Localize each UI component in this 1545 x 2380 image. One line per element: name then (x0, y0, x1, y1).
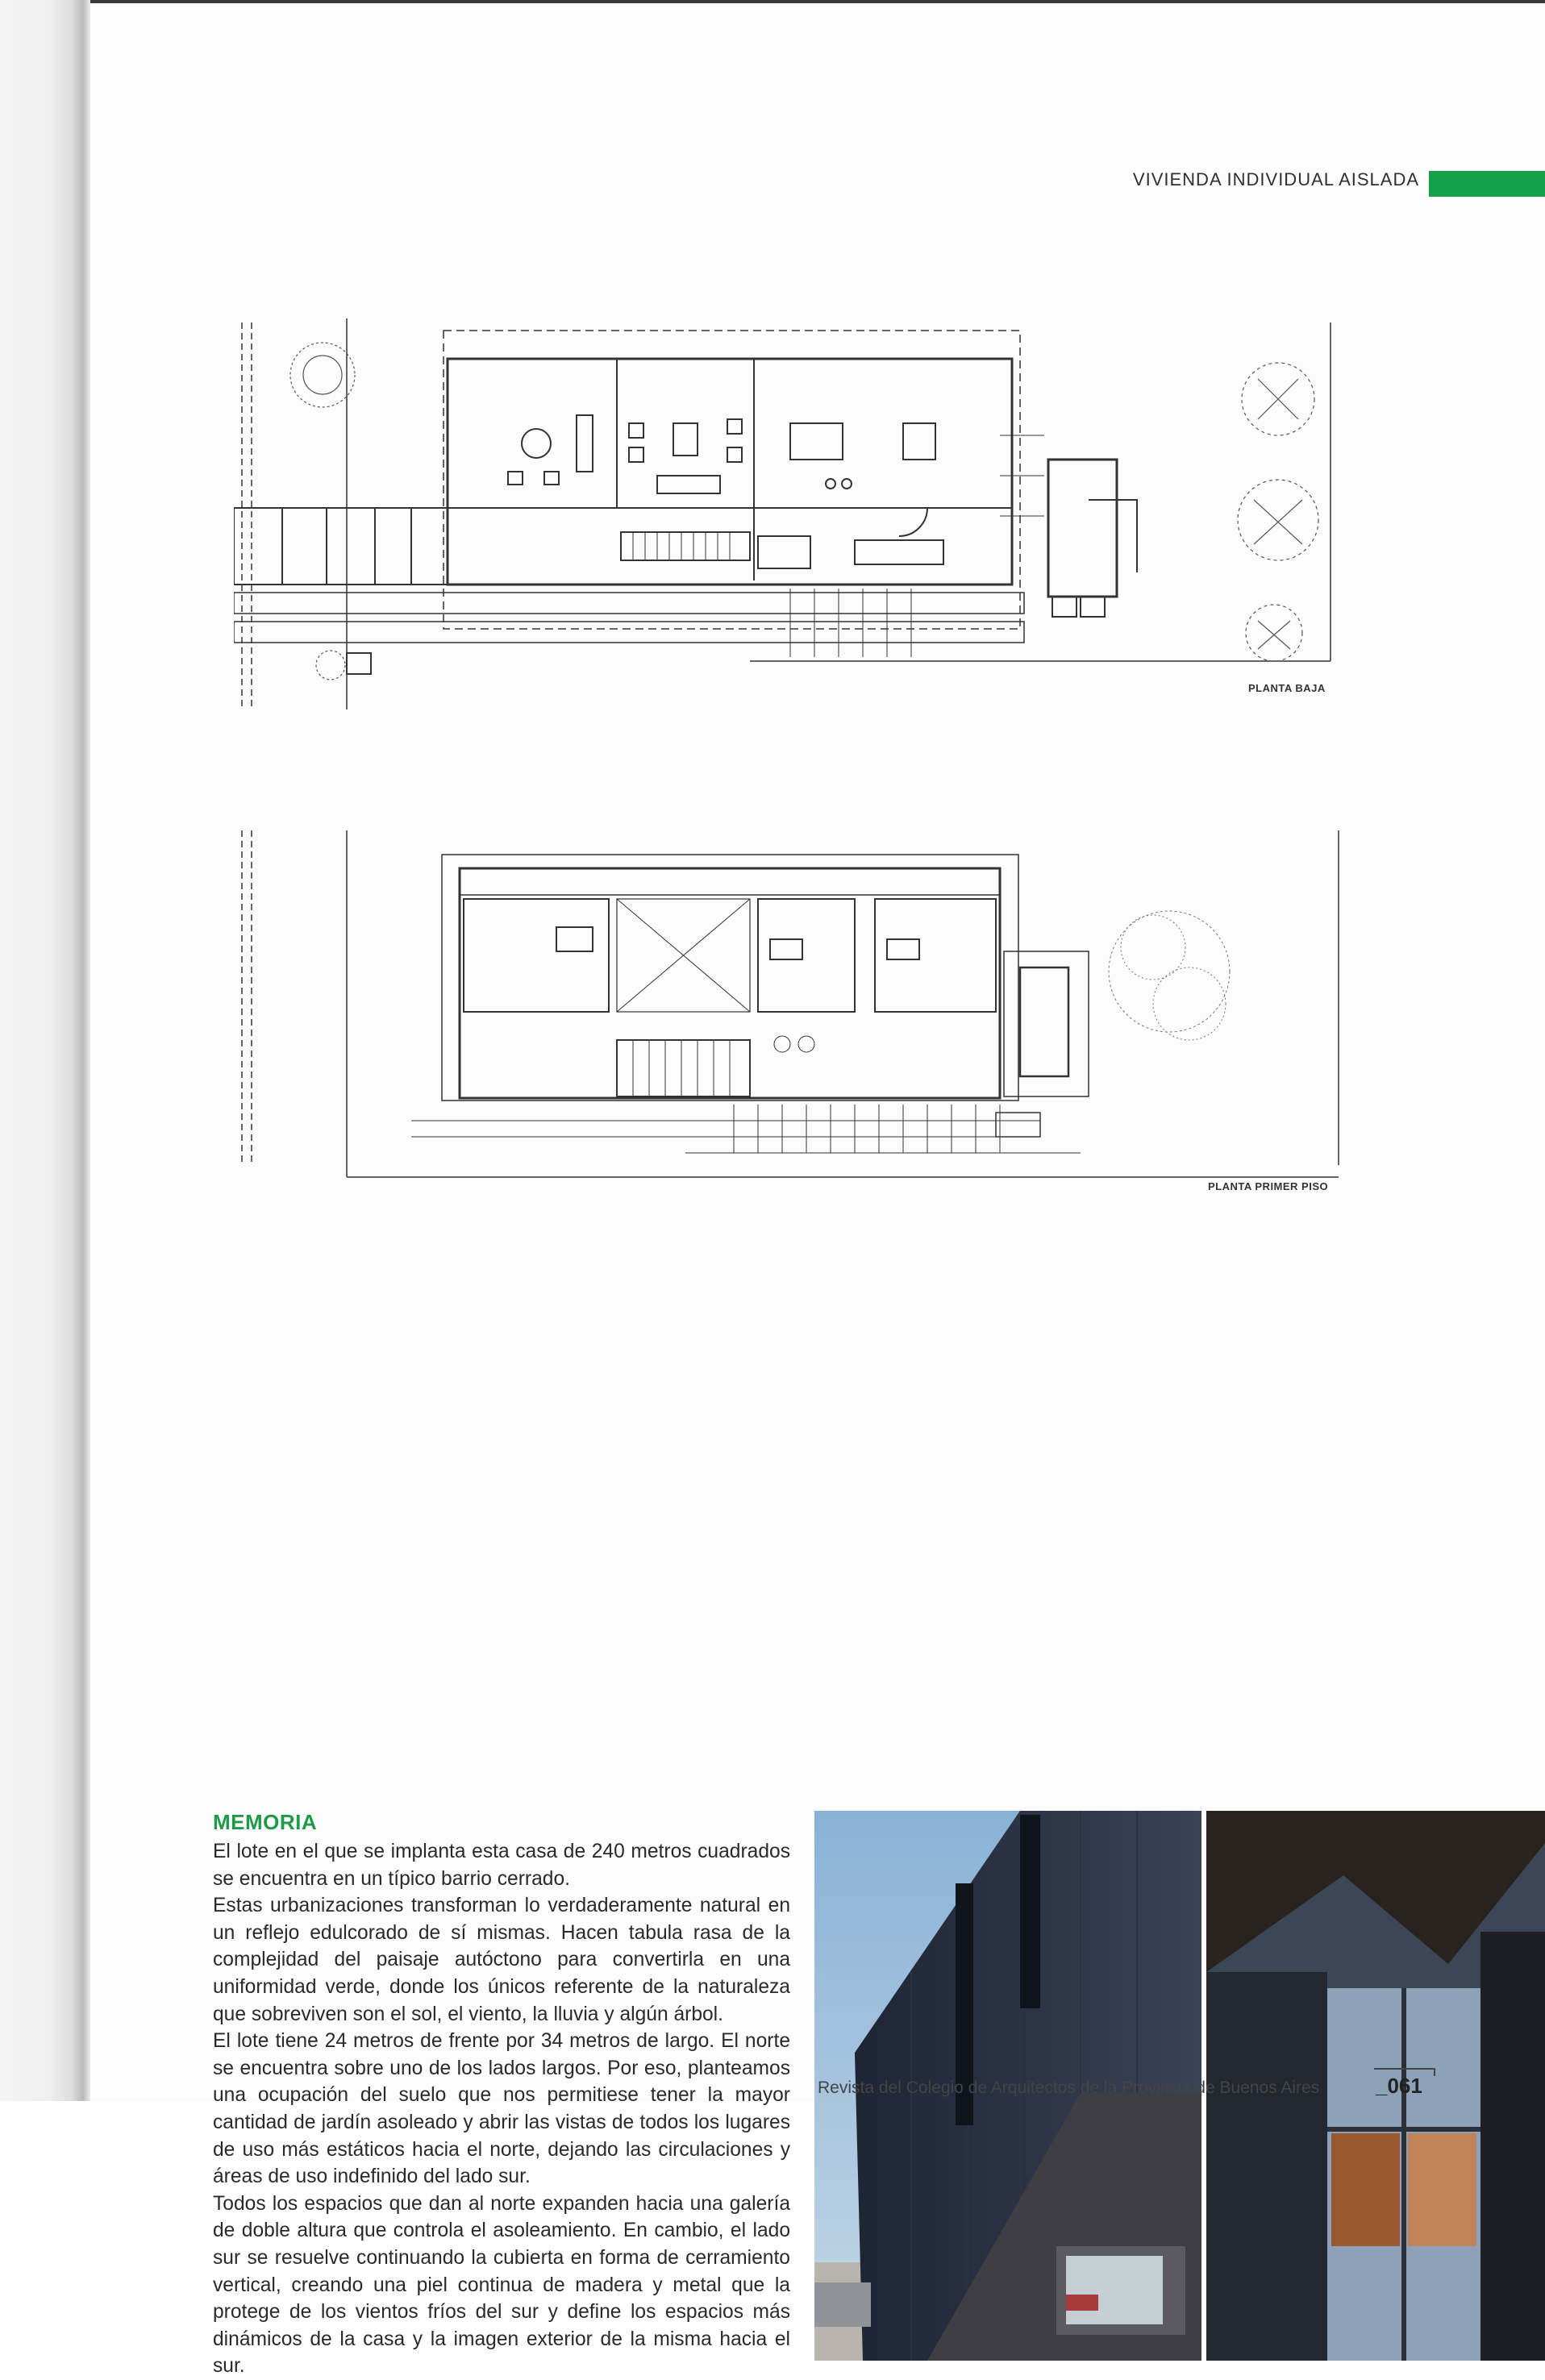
memoria-text (213, 1838, 790, 2380)
ground-floor-label: PLANTA BAJA (1248, 682, 1326, 694)
memoria-heading: MEMORIA (213, 1810, 318, 1834)
memoria-paragraph: Todos los espacios que dan al norte expanden hacia una galería de doble altura que controla el asoleamiento. En cambio, el lado sur se resuelve continuando la cubierta en forma de cerramiento vertical, creando una piel continua de madera y metal que la protege de los vientos fríos del sur y define los espacios más dinámicos de la casa y la imagen exterior de la misma hacia el sur. (213, 2192, 790, 2378)
ground-floor-plan (234, 314, 1379, 718)
publication-name: Revista del Colegio de Arquitectos de la Provincia de Buenos Aires (818, 2078, 1320, 2097)
first-floor-label: PLANTA PRIMER PISO (1208, 1180, 1329, 1192)
page-number-rule (1374, 2068, 1435, 2070)
first-floor-plan (234, 826, 1379, 1189)
memoria-paragraph: El lote tiene 24 metros de frente por 34 metros de largo. El norte se encuentra sobre uno de los lados largos. Por eso, planteamos una ocupación del suelo que nos permitiese tener la mayor cantidad de jardín asoleado y abrir las vistas de todos los lugares de uso más estáticos hacia el norte, dejando las circulaciones y áreas de uso indefinido del lado sur. (213, 2030, 790, 2188)
book-gutter (0, 0, 90, 2101)
memoria-paragraph: El lote en el que se implanta esta casa de 240 metros cuadrados se encuentra en un típico barrio cerrado. (213, 1841, 790, 1890)
memoria-paragraph: Estas urbanizaciones transforman lo verdaderamente natural en un reflejo edulcorado de sí mismas. Hacen tabula rasa de la complejidad del paisaje autóctono para convertirla en una uniformidad verde, donde los únicos referente de la naturaleza que sobreviven son el sol, el viento, la lluvia y algún árbol. (213, 1895, 790, 2025)
page-top-edge (90, 0, 1545, 3)
page-number-rule-end (1434, 2068, 1435, 2076)
page-number: _061 (1376, 2074, 1422, 2098)
section-accent-bar (1429, 171, 1545, 197)
section-label: VIVIENDA INDIVIDUAL AISLADA (1132, 169, 1419, 189)
